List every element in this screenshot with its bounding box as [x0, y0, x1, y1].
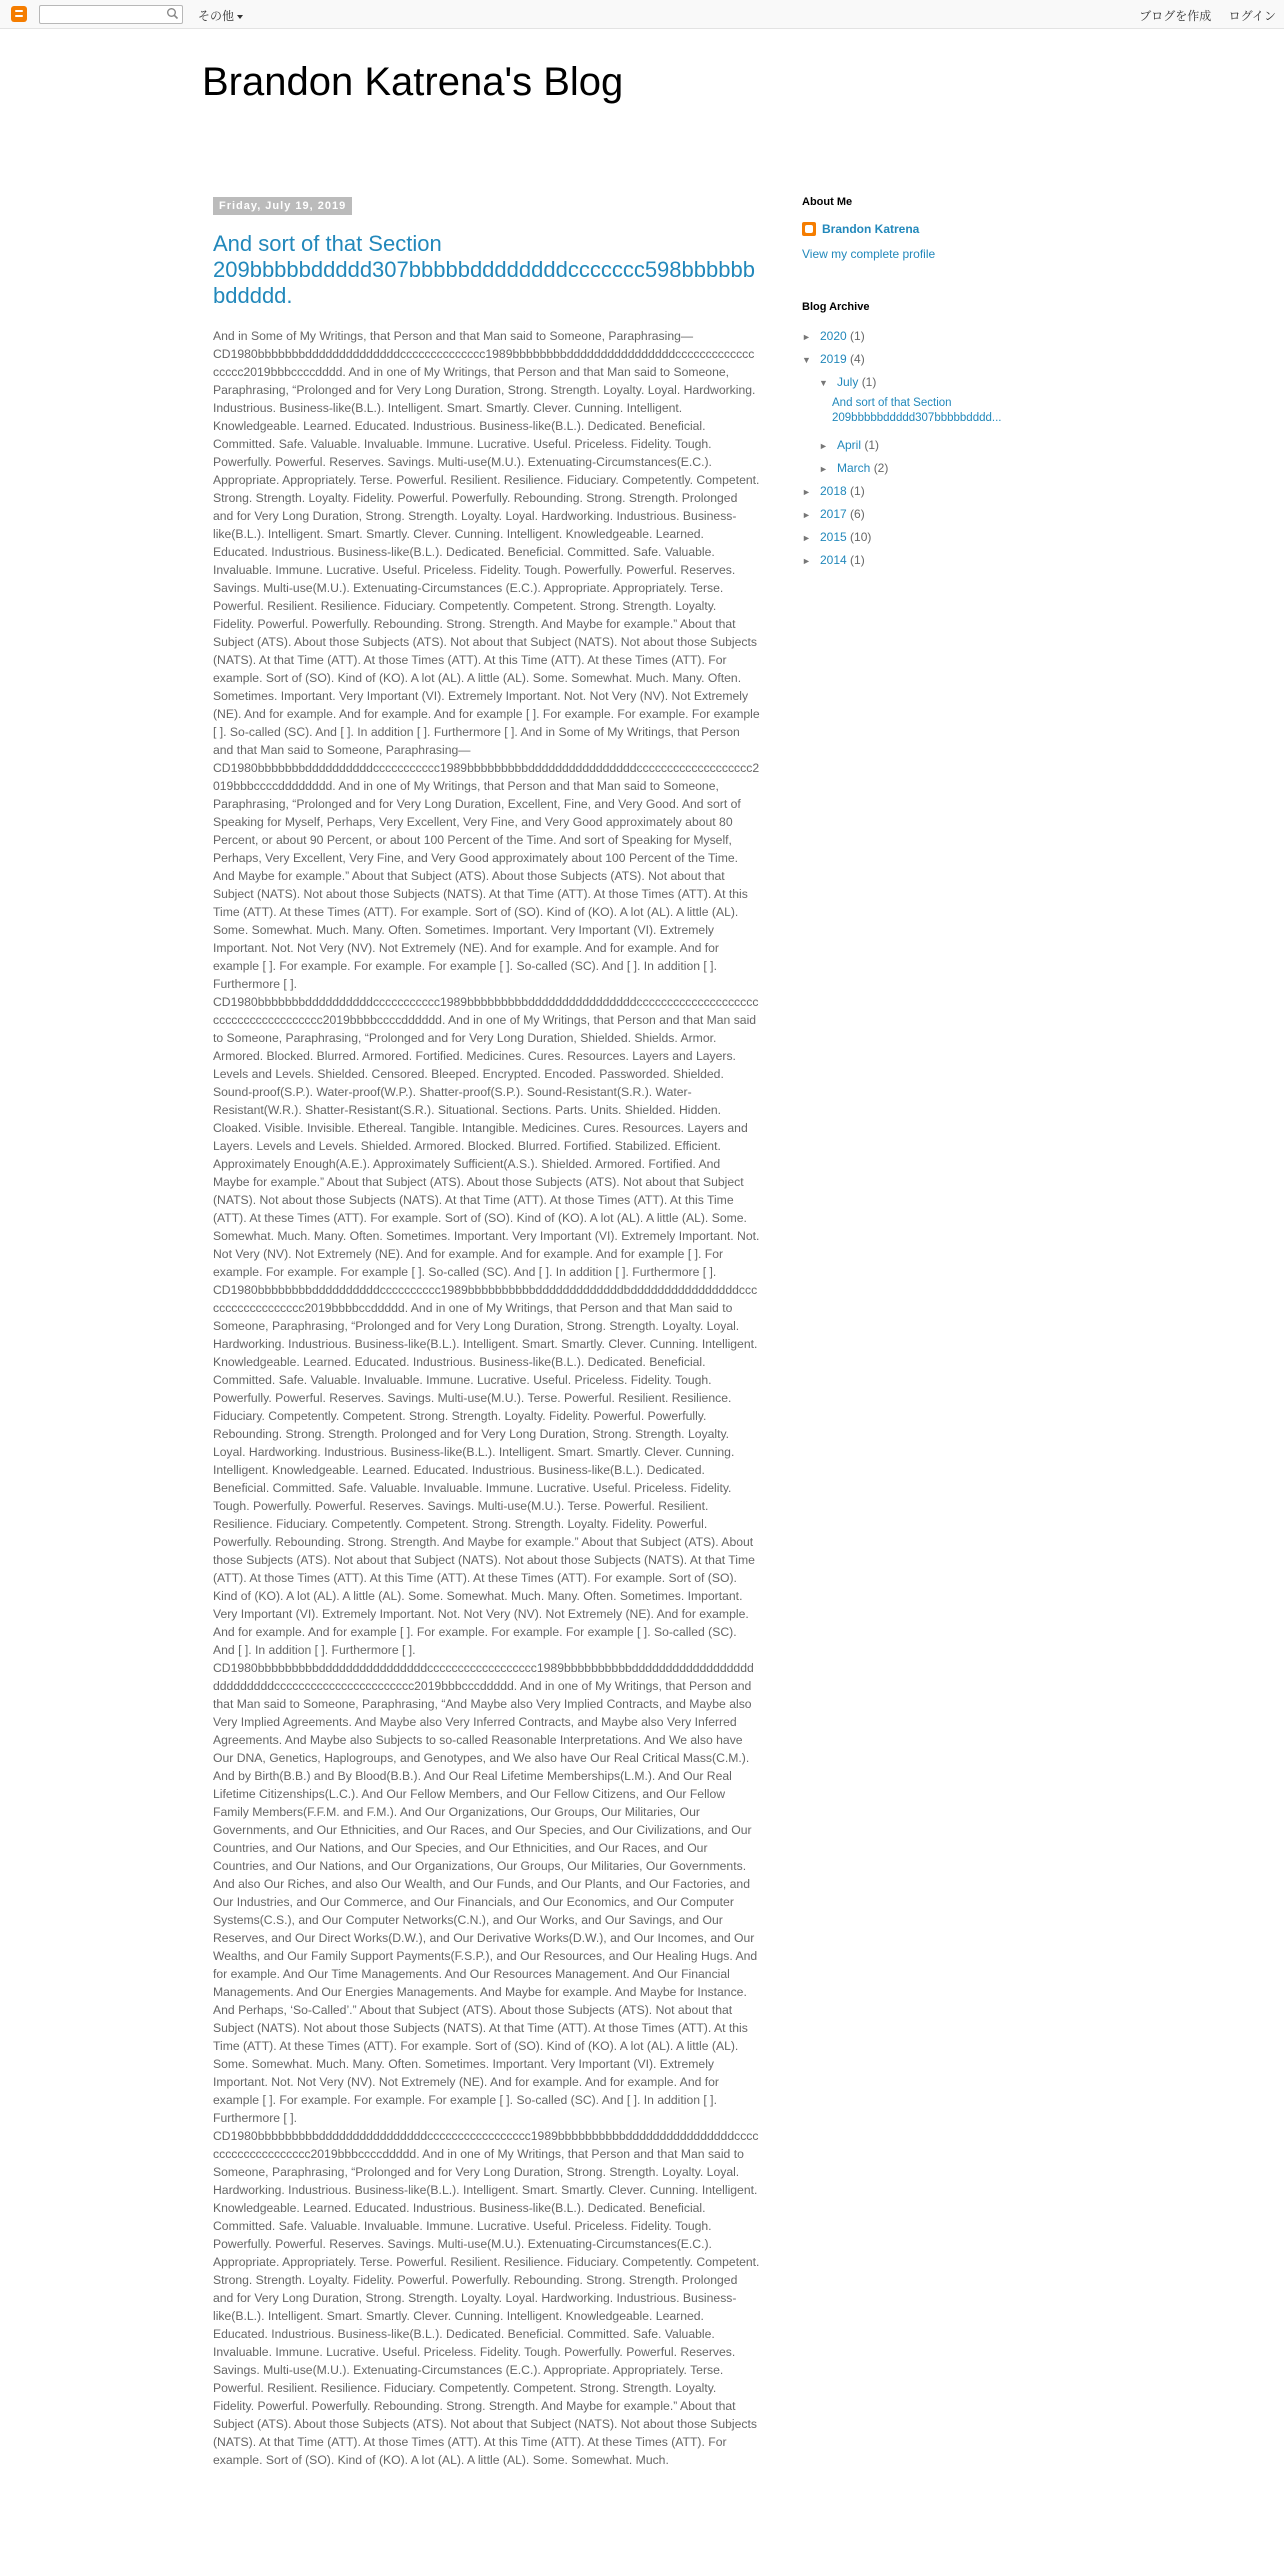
archive-year-2017	[802, 503, 1062, 526]
navbar-search	[39, 5, 183, 24]
archive-count: (4)	[850, 352, 865, 366]
create-blog-link[interactable]: ブログを作成	[1139, 9, 1212, 23]
post-title	[213, 231, 760, 309]
archive-month-link[interactable]: March	[837, 461, 871, 475]
chevron-down-icon	[237, 15, 243, 19]
post-body: And in Some of My Writings, that Person and that Man said to Someone, Paraphrasing—CD1980bbbbbbbddddddddddddddcccccccccccccc1989bbbbbbbbddddddddddddddddcccccccccccccccccc2019bbbccccdddd. And in one of My Writings, that Person and that Man said to Someone, Paraphrasing, “Prolonged and for Very Long Duration, Strong. Strength. Loyalty. Loyal. Hardworking. Industrious. Business-like(B.L.). Intelligent. Smart. Smartly. Clever. Cunning. Intelligent. Knowledgeable. Learned. Educated. Industrious. Business-like(B.L.). Dedicated. Beneficial. Committed. Safe. Valuable. Invaluable. Immune. Lucrative. Useful. Priceless. Fidelity. Tough. Powerfully. Powerful. Reserves. Savings. Multi-use(M.U.). Extenuating-Circumstances(E.C.). Appropriate. Appropriately. Terse. Powerful. Resilient. Resilience. Fiduciary. Competently. Competent. Strong. Strength. Loyalty. Fidelity. Powerful. Powerfully. Rebounding. Strong. Strength. Prolonged and for Very Long Duration, Strong. Strength. Loyalty. Loyal. Hardworking. Industrious. Business-like(B.L.). Intelligent. Smart. Smartly. Clever. Cunning. Intelligent. Knowledgeable. Learned. Educated. Industrious. Business-like(B.L.). Dedicated. Beneficial. Committed. Safe. Valuable. Invaluable. Immune. Lucrative. Useful. Priceless. Fidelity. Tough. Powerfully. Powerful. Reserves. Savings. Multi-use(M.U.). Extenuating-Circumstances (E.C.). Appropriate. Appropriately. Terse. Powerful. Resilient. Resilience. Fiduciary. Competently. Competent. Strong. Strength. Loyalty. Fidelity. Powerful. Powerfully. Rebounding. Strong. Strength. And Maybe for example.” About that Subject (ATS). About those Subjects (ATS). Not about that Subject (NATS). Not about those Subjects (NATS). At that Time (ATT). At those Times (ATT). At this Time (ATT). At these Times (ATT). For example. Sort of (SO). Kind of (KO). A lot (AL). A little (AL). Some. Somewhat. Much. Many. Often. Sometimes. Important. Very Important (VI). Extremely Important. Not. Not Very (NV). Not Extremely (NE). And for example. And for example. And for example [ ]. For example. For example. For example [ ]. So-called (SC). And [ ]. In addition [ ]. Furthermore [ ]. And in Some of My Writings, that Person and that Man said to Someone, Paraphrasing—CD1980bbbbbbbddddddddddccccccccccc1989bbbbbbbbbddddddddddddddddccccccccccccccccccc2019bbbccccdddddddd. And in one of My Writings, that Person and that Man said to Someone, Paraphrasing, “Prolonged and for Very Long Duration, Excellent, Fine, and Very Good. And sort of Speaking for Myself, Perhaps, Very Excellent, Very Fine, and Very Good approximately about 80 Percent, or about 90 Percent, or about 100 Percent of the Time. And sort of Speaking for Myself, Perhaps, Very Excellent, Very Fine, and Very Good approximately about 100 Percent of the Time. And Maybe for example.” About that Subject (ATS). About those Subjects (ATS). Not about that Subject (NATS). Not about those Subjects (NATS). At that Time (ATT). At those Times (ATT). At this Time (ATT). At these Times (ATT). For example. Sort of (SO). Kind of (KO). A lot (AL). A little (AL). Some. Somewhat. Much. Many. Often. Sometimes. Important. Very Important (VI). Extremely Important. Not. Not Very (NV). Not Extremely (NE). And for example. And for example. And for example [ ]. For example. For example. For example [ ]. So-called (SC). And [ ]. In addition [ ]. Furthermore [ ]. CD1980bbbbbbbddddddddddccccccccccc1989bbbbbbbbbddddddddddddddddcccccccccccccccccccccccccccccccccccccc2019bbbbccccdddddd. And in one of My Writings, that Person and that Man said to Someone, Paraphrasing, “Prolonged and for Very Long Duration, Shielded. Shields. Armor. Armored. Blocked. Blurred. Armored. Fortified. Medicines. Cures. Resources. Layers and Layers. Levels and Levels. Shielded. Censored. Bleeped. Encrypted. Encoded. Passworded. Shielded. Sound-proof(S.P.). Water-proof(W.P.). Shatter-proof(S.P.). Sound-Resistant(S.R.). Water-Resistant(W.R.). Shatter-Resistant(S.R.). Situational. Sections. Parts. Units. Shielded. Hidden. Cloaked. Visible. Invisible. Ethereal. Tangible. Intangible. Medicines. Cures. Resources. Layers and Layers. Levels and Levels. Shielded. Armored. Blocked. Blurred. Fortified. Stabilized. Efficient. Approximately Enough(A.E.). Approximately Sufficient(A.S.). Shielded. Armored. Fortified. And Maybe for example.” About that Subject (ATS). About those Subjects (ATS). Not about that Subject (NATS). Not about those Subjects (NATS). At that Time (ATT). At those Times (ATT). At this Time (ATT). At these Times (ATT). For example. Sort of (SO). Kind of (KO). A lot (AL). A little (AL). Some. Somewhat. Much. Many. Often. Sometimes. Important. Very Important (VI). Extremely Important. Not. Not Very (NV). Not Extremely (NE). And for example. And for example. And for example [ ]. For example. For example. For example [ ]. So-called (SC). And [ ]. In addition [ ]. Furthermore [ ]. CD1980bbbbbbbbddddddddddcccccccccc1989bbbbbbbbbbdddddddddddddbddddddddddddddddcccccccccccccccccc2019bbbbccddddd. And in one of My Writings, that Person and that Man said to Someone, Paraphrasing, “Prolonged and for Very Long Duration, Strong. Strength. Loyalty. Loyal. Hardworking. Industrious. Business-like(B.L.). Intelligent. Smart. Smartly. Clever. Cunning. Intelligent. Knowledgeable. Learned. Educated. Industrious. Business-like(B.L.). Dedicated. Beneficial. Committed. Safe. Valuable. Invaluable. Immune. Lucrative. Useful. Priceless. Fidelity. Tough. Powerfully. Powerful. Reserves. Savings. Multi-use(M.U.). Terse. Powerful. Resilient. Resilience. Fiduciary. Competently. Competent. Strong. Strength. Loyalty. Fidelity. Powerful. Powerfully. Rebounding. Strong. Strength. Prolonged and for Very Long Duration, Strong. Strength. Loyalty. Loyal. Hardworking. Industrious. Business-like(B.L.). Intelligent. Smart. Smartly. Clever. Cunning. Intelligent. Knowledgeable. Learned. Educated. Industrious. Business-like(B.L.). Dedicated. Beneficial. Committed. Safe. Valuable. Invaluable. Immune. Lucrative. Useful. Priceless. Fidelity. Tough. Powerfully. Powerful. Reserves. Savings. Multi-use(M.U.). Terse. Powerful. Resilient. Resilience. Fiduciary. Competently. Competent. Strong. Strength. Loyalty. Fidelity. Powerful. Powerfully. Rebounding. Strong. Strength. And Maybe for example.” About that Subject (ATS). About those Subjects (ATS). Not about that Subject (NATS). Not about those Subjects (NATS). At that Time (ATT). At those Times (ATT). At this Time (ATT). At these Times (ATT). For example. Sort of (SO). Kind of (KO). A lot (AL). A little (AL). Some. Somewhat. Much. Many. Often. Sometimes. Important. Very Important (VI). Extremely Important. Not. Not Very (NV). Not Extremely (NE). And for example. And for example. And for example [ ]. For example. For example. For example [ ]. So-called (SC). And [ ]. In addition [ ]. Furthermore [ ]. CD1980bbbbbbbbbddddddddddddddddcccccccccccccccccc1989bbbbbbbbbbdddddddddddddddddddddddddddccccccccccccccccccccccc2019bbbcccddddd. And in one of My Writings, that Person and that Man said to Someone, Paraphrasing, “And Maybe also Very Implied Contracts, and Maybe also Very Implied Agreements. And Maybe also Very Inferred Contracts, and Maybe also Very Inferred Agreements. And Maybe also Subjects to so-called Reasonable Interpretations. And We also have Our DNA, Genetics, Haplogroups, and Genotypes, and We also have Our Real Critical Mass(C.M.). And by Birth(B.B.) and By Blood(B.B.). And Our Real Lifetime Memberships(L.M.). And Our Real Lifetime Citizenships(L.C.). And Our Fellow Members, and Our Fellow Citizens, and Our Fellow Family Members(F.F.M. and F.M.). And Our Organizations, Our Groups, Our Militaries, Our Governments, and Our Ethnicities, and Our Races, and Our Species, and Our Civilizations, and Our Countries, and Our Nations, and Our Species, and Our Ethnicities, and Our Races, and Our Countries, and Our Nations, and Our Organizations, Our Groups, Our Militaries, Our Governments. And also Our Riches, and also Our Wealth, and Our Funds, and Our Plants, and Our Factories, and Our Industries, and Our Commerce, and Our Financials, and Our Economics, and Our Computer Systems(C.S.), and Our Computer Networks(C.N.), and Our Works, and Our Savings, and Our Reserves, and Our Direct Works(D.W.), and Our Derivative Works(D.W.), and Our Incomes, and Our Wealths, and Our Family Support Payments(F.S.P.), and Our Resources, and Our Healing Hugs. And for example. And Our Time Managements. And Our Resources Management. And Our Financial Managements. And Our Energies Managements. And Maybe for example. And Maybe for Instance. And Perhaps, ‘So-Called’.” About that Subject (ATS). About those Subjects (ATS). Not about that Subject (NATS). Not about those Subjects (NATS). At that Time (ATT). At those Times (ATT). At this Time (ATT). At these Times (ATT). For example. Sort of (SO). Kind of (KO). A lot (AL). A little (AL). Some. Somewhat. Much. Many. Often. Sometimes. Important. Very Important (VI). Extremely Important. Not. Not Very (NV). Not Extremely (NE). And for example. And for example. And for example [ ]. For example. For example. For example [ ]. So-called (SC). And [ ]. In addition [ ]. Furthermore [ ]. CD1980bbbbbbbbbddddddddddddddddccccccccccccccccc1989bbbbbbbbbbddddddddddddddddcccccccccccccccccccc2019bbbccccddddd. And in one of My Writings, that Person and that Man said to Someone, Paraphrasing, “Prolonged and for Very Long Duration, Strong. Strength. Loyalty. Loyal. Hardworking. Industrious. Business-like(B.L.). Intelligent. Smart. Smartly. Clever. Cunning. Intelligent. Knowledgeable. Learned. Educated. Industrious. Business-like(B.L.). Dedicated. Beneficial. Committed. Safe. Valuable. Invaluable. Immune. Lucrative. Useful. Priceless. Fidelity. Tough. Powerfully. Powerful. Reserves. Savings. Multi-use(M.U.). Extenuating-Circumstances(E.C.). Appropriate. Appropriately. Terse. Powerful. Resilient. Resilience. Fiduciary. Competently. Competent. Strong. Strength. Loyalty. Fidelity. Powerful. Powerfully. Rebounding. Strong. Strength. Prolonged and for Very Long Duration, Strong. Strength. Loyalty. Loyal. Hardworking. Industrious. Business-like(B.L.). Intelligent. Smart. Smartly. Clever. Cunning. Intelligent. Knowledgeable. Learned. Educated. Industrious. Business-like(B.L.). Dedicated. Beneficial. Committed. Safe. Valuable. Invaluable. Immune. Lucrative. Useful. Priceless. Fidelity. Tough. Powerfully. Powerful. Reserves. Savings. Multi-use(M.U.). Extenuating-Circumstances (E.C.). Appropriate. Appropriately. Terse. Powerful. Resilient. Resilience. Fiduciary. Competently. Competent. Strong. Strength. Loyalty. Fidelity. Powerful. Powerfully. Rebounding. Strong. Strength. And Maybe for example.” About that Subject (ATS). About those Subjects (ATS). Not about that Subject (NATS). Not about those Subjects (NATS). At that Time (ATT). At those Times (ATT). At this Time (ATT). At these Times (ATT). For example. Sort of (SO). Kind of (KO). A lot (AL). A little (AL). Some. Somewhat. Much.	[213, 329, 760, 2467]
archive-year-link[interactable]: 2017	[820, 507, 847, 521]
archive-count: (6)	[850, 507, 865, 521]
blog-archive-widget	[802, 301, 1062, 572]
archive-year-link[interactable]: 2018	[820, 484, 847, 498]
triangle-right-icon[interactable]: ►	[802, 487, 811, 497]
archive-year-link[interactable]: 2020	[820, 329, 847, 343]
triangle-right-icon[interactable]: ►	[819, 464, 828, 474]
archive-year-2014	[802, 549, 1062, 572]
archive-year-link[interactable]: 2015	[820, 530, 847, 544]
blogger-logo-icon[interactable]	[11, 6, 27, 22]
archive-post-item	[802, 396, 1062, 426]
archive-count: (1)	[850, 553, 865, 567]
archive-month-july	[802, 371, 1062, 394]
archive-year-link[interactable]: 2014	[820, 553, 847, 567]
archive-year-2020	[802, 325, 1062, 348]
main-column	[213, 196, 760, 2469]
author-name[interactable]: Brandon Katrena	[822, 222, 920, 236]
archive-year-2015	[802, 526, 1062, 549]
blogger-navbar	[0, 0, 1284, 29]
archive-count: (1)	[864, 438, 880, 452]
archive-month-march	[802, 457, 1062, 480]
archive-title: Blog Archive	[802, 301, 870, 313]
post-title-link[interactable]: And sort of that Section 209bbbbbddddd307bbbbbddddddddccccccc598bbbbbbbddddd.	[213, 231, 755, 308]
archive-month-link[interactable]: July	[837, 375, 859, 389]
archive-count: (2)	[873, 461, 889, 475]
view-profile-link[interactable]: View my complete profile	[802, 247, 936, 261]
login-link[interactable]: ログイン	[1228, 9, 1276, 23]
archive-count: (1)	[850, 484, 865, 498]
triangle-right-icon[interactable]: ►	[819, 441, 828, 451]
triangle-right-icon[interactable]: ►	[802, 510, 811, 520]
more-menu-label: その他	[198, 9, 235, 23]
archive-year-2019	[802, 348, 1062, 371]
triangle-right-icon[interactable]: ►	[802, 556, 811, 566]
archive-month-link[interactable]: April	[837, 438, 862, 452]
post-date: Friday, July 19, 2019	[213, 197, 352, 215]
author-profile[interactable]	[802, 222, 1062, 236]
more-menu-button[interactable]	[198, 7, 243, 24]
archive-count: (1)	[850, 329, 865, 343]
triangle-right-icon[interactable]: ►	[802, 533, 811, 543]
search-input[interactable]	[40, 9, 164, 24]
triangle-down-icon[interactable]: ▼	[819, 378, 828, 388]
archive-post-link[interactable]: And sort of that Section 209bbbbbddddd307bbbbbdddd...	[832, 397, 1002, 424]
blog-title[interactable]: Brandon Katrena's Blog	[202, 60, 624, 104]
about-me-widget	[802, 196, 1062, 261]
search-icon[interactable]	[166, 7, 179, 25]
archive-count: (10)	[850, 530, 872, 544]
triangle-down-icon[interactable]: ▼	[802, 355, 811, 365]
sidebar	[802, 196, 1062, 572]
archive-year-link[interactable]: 2019	[820, 352, 847, 366]
triangle-right-icon[interactable]: ►	[802, 332, 811, 342]
profile-icon	[802, 222, 816, 236]
archive-year-2018	[802, 480, 1062, 503]
about-me-title: About Me	[802, 196, 853, 208]
archive-month-april	[802, 434, 1062, 457]
archive-count: (1)	[861, 375, 877, 389]
